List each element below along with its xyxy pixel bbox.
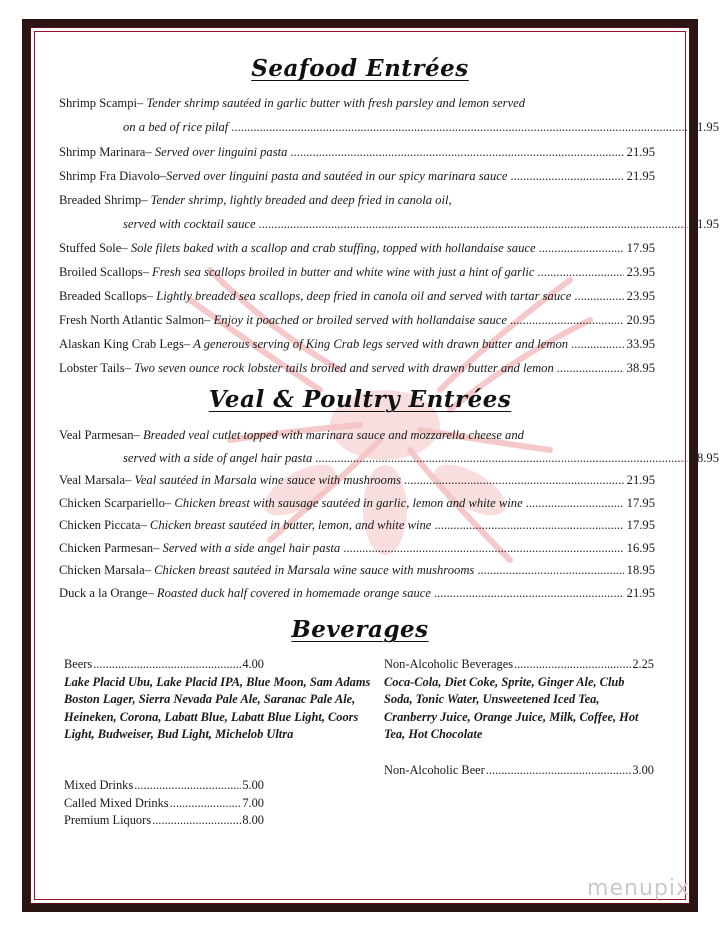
menu-item [59,193,655,213]
menu-item [59,145,655,165]
menu-item [59,337,655,357]
item-name: Breaded Scallops [59,289,147,303]
item-price: 21.95 [626,586,655,600]
item-price: 17.95 [626,241,655,255]
item-name: Alaskan King Crab Legs [59,337,184,351]
item-name: Fresh North Atlantic Salmon [59,313,205,327]
liquor-block [64,777,264,830]
item-desc: – Lightly breaded sea scallops, deep fried in canola oil and served with tartar sauce [146,289,572,303]
item-desc: – Sole filets baked with a scallop and crab stuffing, topped with hollandaise sauce [121,241,536,255]
non-alcoholic-price: 2.25 [632,657,654,671]
seafood-title: Seafood Entrées [251,55,469,82]
item-desc: – Chicken breast with sausage sautéed in garlic, lemon and white wine [164,496,523,510]
beverages-title: Beverages [291,616,429,643]
non-alcoholic-label: Non-Alcoholic Beverages [384,657,514,671]
beers-label: Beers [64,657,93,671]
menu-item [59,541,655,561]
item-price: 23.95 [626,265,655,279]
mixed-drinks-price: 5.00 [242,778,264,792]
item-price: 18.95 [626,563,655,577]
item-price: 17.95 [626,518,655,532]
beers-block [64,656,374,744]
item-price: 21.95 [626,145,655,159]
item-desc: – Veal sautéed in Marsala wine sauce with mushrooms [125,473,401,487]
premium-liquors-price: 8.00 [242,813,264,828]
item-name: Shrimp Marinara [59,145,146,159]
item-name: Shrimp Fra Diavolo [59,169,160,183]
item-desc: – Chicken breast sautéed in butter, lemon, and white wine [140,518,432,532]
item-desc: – Two seven ounce rock lobster tails broiled and served with drawn butter and lemon [124,361,554,375]
item-desc: – Roasted duck half covered in homemade orange sauce [147,586,431,600]
item-price: 21.95 [690,120,719,134]
menu-item [59,169,655,189]
item-desc: – A generous serving of King Crab legs served with drawn butter and lemon [183,337,569,351]
menu-item-cont [59,451,719,471]
item-name: Lobster Tails [59,361,125,375]
menu-item [59,518,655,538]
item-price: 16.95 [626,541,655,555]
item-desc-cont: served with cocktail sauce [123,217,256,231]
menu-item-cont [59,217,719,237]
item-price: 21.95 [626,169,655,183]
veal-title: Veal & Poultry Entrées [208,386,512,413]
item-price: 20.95 [626,313,655,327]
menupix-watermark: menupix [587,876,690,901]
menu-item [59,473,655,493]
non-alcoholic-list: Coca-Cola, Diet Coke, Sprite, Ginger Ale, Club Soda, Tonic Water, Unsweetened Iced Tea, Cranberry Juice, Orange Juice, Milk, Coffee, Hot Tea, Hot Chocolate [384,674,639,742]
menu-item [59,361,655,381]
item-desc: – Tender shrimp, lightly breaded and deep fried in canola oil, [141,193,452,207]
menu-item [59,265,655,285]
menu-item [59,496,655,516]
item-name: Chicken Parmesan [59,541,154,555]
item-name: Chicken Piccata [59,518,141,532]
menu-item-cont [59,120,719,140]
item-desc-cont: on a bed of rice pilaf [123,120,229,134]
item-name: Shrimp Scampi [59,96,138,110]
item-desc: – Enjoy it poached or broiled served with hollandaise sauce [204,313,507,327]
menu-item [59,563,655,583]
beers-list: Lake Placid Ubu, Lake Placid IPA, Blue Moon, Sam Adams Boston Lager, Sierra Nevada Pale Ale, Saranac Pale Ale, Heineken, Corona, Labatt Blue, Labatt Blue Light, Coors Light, Budweiser, Bud Light, Michelob Ultra [64,674,371,742]
non-alcoholic-beer-line [384,762,654,780]
non-alcoholic-line [384,656,654,674]
item-name: Chicken Scarpariello [59,496,165,510]
item-name: Chicken Marsala [59,563,145,577]
item-name: Breaded Shrimp [59,193,142,207]
beers-line [64,656,264,674]
premium-liquors-line [64,812,264,830]
item-price: 33.95 [626,337,655,351]
item-desc-cont: served with a side of angel hair pasta [123,451,313,465]
non-alcoholic-block [384,656,654,780]
item-desc: – Breaded veal cutlet topped with marinara sauce and mozzarella cheese and [133,428,524,442]
item-name: Duck a la Orange [59,586,148,600]
non-alcoholic-beer-price: 3.00 [632,762,654,777]
menu-item [59,289,655,309]
mixed-drinks-line [64,777,264,795]
item-price: 17.95 [626,496,655,510]
mixed-drinks-label: Mixed Drinks [64,778,134,792]
item-desc: – Chicken breast sautéed in Marsala wine sauce with mushrooms [144,563,475,577]
item-desc: –Served over linguini pasta and sautéed in our spicy marinara sauce [159,169,508,183]
non-alcoholic-beer-label: Non-Alcoholic Beer [384,762,485,777]
item-name: Veal Marsala [59,473,126,487]
item-name: Stuffed Sole [59,241,122,255]
called-mixed-drinks-line [64,795,264,813]
item-price: 18.95 [690,451,719,465]
premium-liquors-label: Premium Liquors [64,813,152,828]
item-price: 21.95 [626,473,655,487]
item-desc: – Served over linguini pasta [145,145,288,159]
item-price: 21.95 [690,217,719,231]
item-price: 38.95 [626,361,655,375]
item-desc: – Served with a side angel hair pasta [153,541,341,555]
menu-item [59,96,655,116]
menu-item [59,428,655,448]
called-mixed-drinks-price: 7.00 [242,795,264,810]
called-mixed-drinks-label: Called Mixed Drinks [64,795,169,810]
item-desc: – Fresh sea scallops broiled in butter and white wine with just a hint of garlic [142,265,535,279]
menu-item [59,586,655,606]
item-desc: – Tender shrimp sautéed in garlic butter with fresh parsley and lemon served [137,96,526,110]
beers-price: 4.00 [242,657,264,671]
item-price: 23.95 [626,289,655,303]
item-name: Veal Parmesan [59,428,134,442]
item-name: Broiled Scallops [59,265,143,279]
menu-item [59,313,655,333]
menu-item [59,241,655,261]
